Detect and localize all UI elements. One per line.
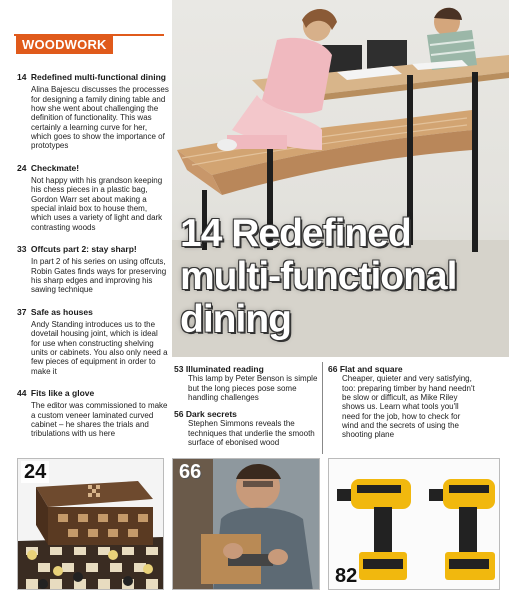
- article-item[interactable]: [17, 157, 169, 232]
- page-number: 24: [21, 461, 49, 483]
- article-description: The editor was commissioned to make a custom veneer laminated curved cabinet – he shares the trials and tribulations with us here: [31, 401, 168, 439]
- article-title: Safe as houses: [30, 306, 93, 317]
- article-title: Fits like a glove: [30, 388, 95, 399]
- article-title: Redefined multi-functional dining: [30, 72, 166, 82]
- hero-title-line: dining: [180, 298, 291, 341]
- page-number: 66: [179, 461, 202, 483]
- article-item[interactable]: [17, 66, 169, 151]
- article-number: 66: [328, 364, 338, 374]
- article-number: 53: [174, 364, 184, 374]
- article-item[interactable]: [174, 409, 322, 447]
- article-description: Stephen Simmons reveals the techniques that underlie the smooth surface of ebonised wood: [188, 419, 315, 447]
- article-description: Alina Bajescu discusses the processes for designing a family dining table and how she went about challenging the definition of functionality. This was certainly a learning curve for her, which goes to show the importance of prototypes: [31, 85, 169, 151]
- article-number: 37: [17, 306, 27, 317]
- article-number: 24: [17, 162, 27, 173]
- section-header: [14, 34, 164, 56]
- article-number: 56: [174, 409, 184, 419]
- article-item[interactable]: [17, 382, 169, 439]
- column-divider: [322, 362, 323, 454]
- hero-title[interactable]: [180, 212, 500, 341]
- hero-title-line: multi-functional: [180, 255, 457, 298]
- hero-title-line: 14 Redefined: [180, 212, 411, 255]
- article-title: Dark secrets: [185, 409, 237, 419]
- page-number: 82: [335, 565, 358, 587]
- article-description: Cheaper, quieter and very satisfying, too: preparing timber by hand needn't be slow or difficult, as Mike Riley shows us. Learn what tools you'll need for the job, how to check for wind and the secrets of using the shooting plane: [342, 374, 475, 440]
- article-number: 44: [17, 388, 27, 399]
- article-title: Illuminated reading: [185, 364, 264, 374]
- thumbnail-planing[interactable]: [172, 458, 320, 590]
- article-item[interactable]: [17, 301, 169, 376]
- article-description: This lamp by Peter Benson is simple but the long pieces pose some handling challenges: [188, 374, 318, 402]
- article-title: Flat and square: [339, 364, 403, 374]
- article-item[interactable]: [174, 364, 322, 402]
- article-item[interactable]: [328, 364, 478, 440]
- thumbnail-chess-box[interactable]: [17, 458, 164, 590]
- article-list: [17, 66, 169, 445]
- thumbnail-drills[interactable]: [328, 458, 500, 590]
- section-title: WOODWORK: [16, 36, 113, 54]
- article-description: In part 2 of his series on using offcuts, Robin Gates finds ways for preserving his sharp edges and improving his sawing technique: [31, 257, 167, 295]
- article-title: Offcuts part 2: stay sharp!: [30, 244, 137, 255]
- article-title: Checkmate!: [30, 162, 80, 173]
- article-description: Andy Standing introduces us to the dovetail housing joint, which is ideal for use when constructing shelving units or cabinets. You also only need a few pieces of equipment in order to make it: [31, 319, 168, 376]
- article-number: 14: [17, 72, 27, 82]
- article-number: 33: [17, 244, 27, 255]
- article-item[interactable]: [17, 238, 169, 295]
- article-description: Not happy with his grandson keeping his chess pieces in a plastic bag, Gordon Warr set about making a special inlaid box to house them, which uses a variety of light and dark contrasting woods: [31, 175, 163, 232]
